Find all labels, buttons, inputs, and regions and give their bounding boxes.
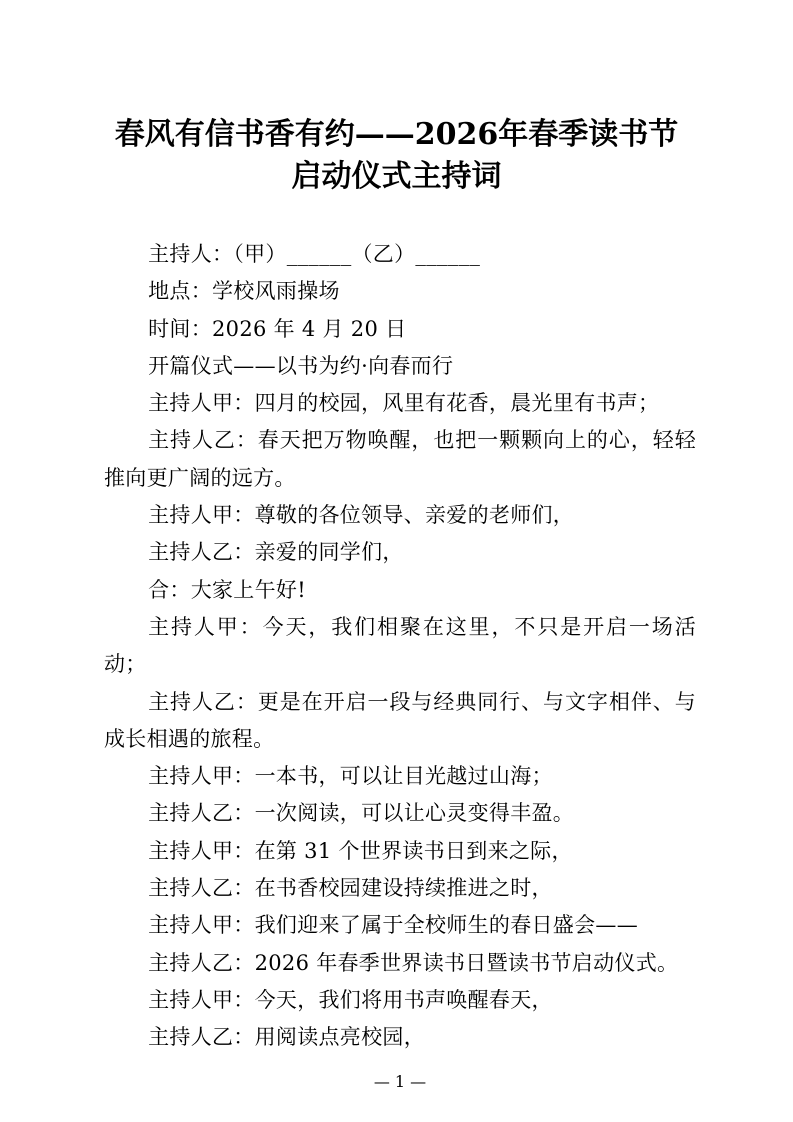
paragraph: 主持人甲：我们迎来了属于全校师生的春日盛会—— <box>148 913 638 938</box>
title-line-1: 春风有信书香有约——2026年春季读书节 <box>114 117 679 152</box>
paragraph: 合：大家上午好! <box>148 577 306 602</box>
paragraph: 主持人乙：用阅读点亮校园， <box>148 1025 425 1050</box>
paragraph: 主持人乙：更是在开启一段与经典同行、与文字相伴、与成长相遇的旅程。 <box>104 689 696 751</box>
paragraph: 主持人乙：一次阅读，可以让心灵变得丰盈。 <box>148 801 575 826</box>
paragraph: 主持人甲：在第 31 个世界读书日到来之际， <box>148 838 573 863</box>
paragraph: 主持人甲：尊敬的各位领导、亲爱的老师们， <box>148 503 575 528</box>
paragraph: 主持人甲：今天，我们将用书声唤醒春天， <box>148 987 553 1012</box>
paragraph: 主持人乙：亲爱的同学们， <box>148 540 404 565</box>
paragraph: 主持人甲：今天，我们相聚在这里，不只是开启一场活动； <box>104 614 696 677</box>
page-number: — 1 — <box>373 1071 427 1091</box>
paragraph: 开篇仪式——以书为约·向春而行 <box>148 353 454 378</box>
title-line-2: 启动仪式主持词 <box>291 159 502 194</box>
paragraph: 主持人：（甲）______（乙）______ <box>148 242 481 266</box>
paragraph: 主持人乙：春天把万物唤醒，也把一颗颗向上的心，轻轻推向更广阔的远方。 <box>104 428 696 490</box>
paragraph: 主持人甲：四月的校园，风里有花香，晨光里有书声； <box>148 391 660 416</box>
paragraph: 时间：2026 年 4 月 20 日 <box>148 316 407 341</box>
document-title <box>0 114 793 198</box>
paragraph: 主持人乙：2026 年春季世界读书日暨读书节启动仪式。 <box>148 950 679 975</box>
paragraph: 主持人乙：在书香校园建设持续推进之时， <box>148 876 553 901</box>
paragraph-list <box>104 236 696 1057</box>
paragraph: 主持人甲：一本书，可以让目光越过山海； <box>148 764 553 789</box>
document-body <box>104 236 696 1093</box>
paragraph: 地点：学校风雨操场 <box>148 279 340 304</box>
